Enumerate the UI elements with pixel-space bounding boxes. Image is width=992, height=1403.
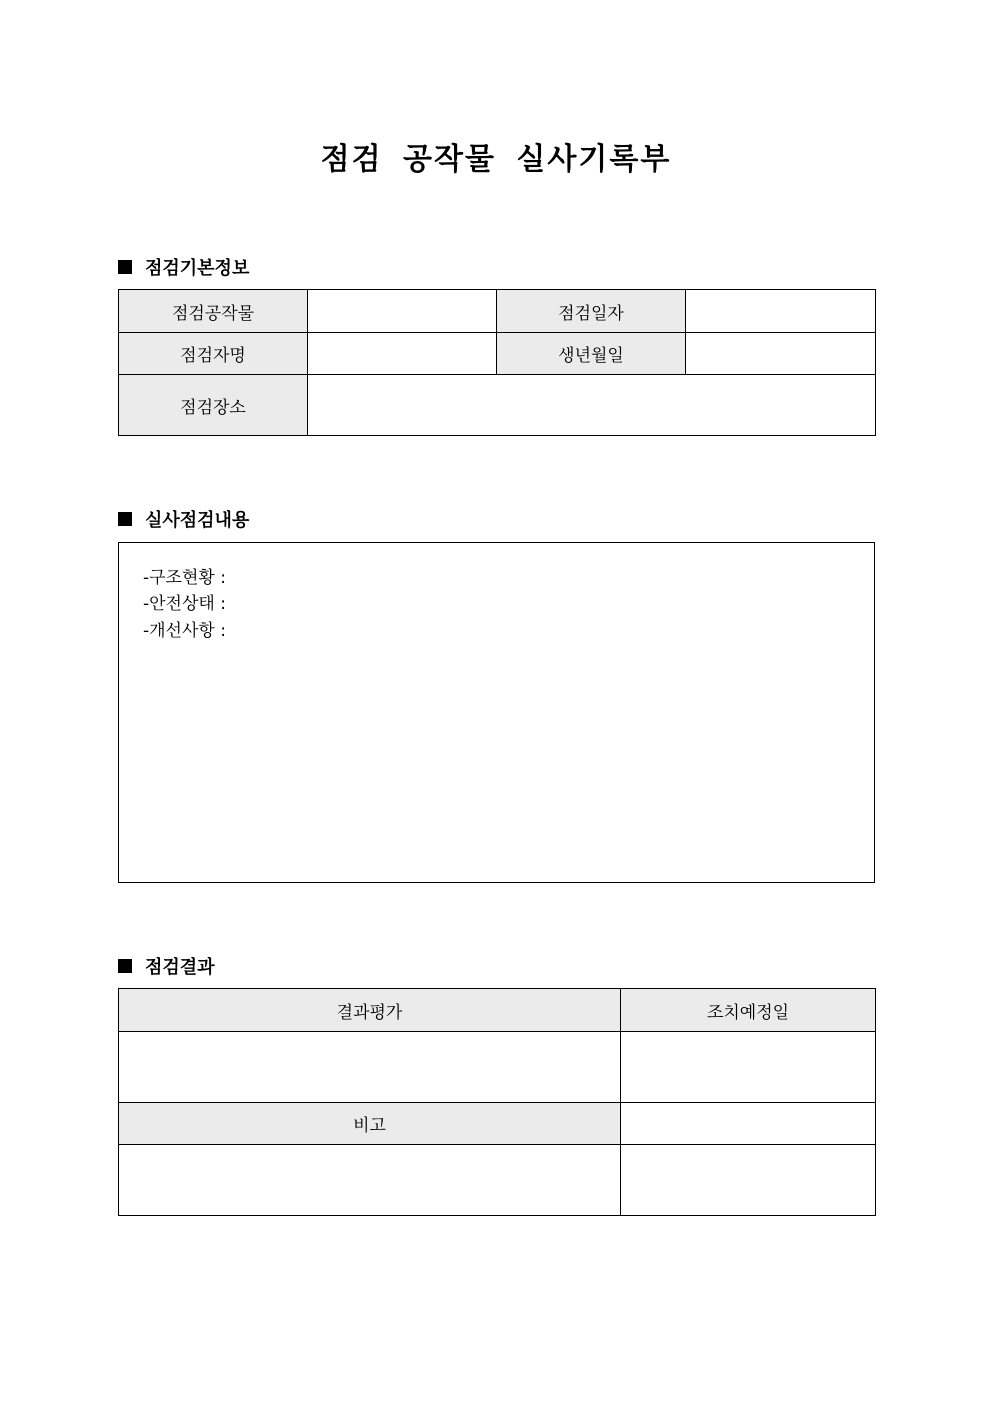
inspection-content-box[interactable]	[118, 542, 875, 883]
page-title: 점검 공작물 실사기록부	[320, 142, 672, 177]
structure-status-line: -구조현황 :	[143, 568, 226, 588]
table-row	[119, 375, 876, 436]
evaluation-label: 결과평가	[119, 989, 621, 1032]
safety-status-line: -안전상태 :	[143, 594, 226, 614]
remarks-right-field[interactable]	[621, 1145, 876, 1216]
remarks-label: 비고	[119, 1103, 621, 1145]
section-heading-results	[118, 953, 215, 979]
section-heading-label: 점검기본정보	[145, 258, 250, 279]
remarks-header-right-field[interactable]	[621, 1103, 876, 1145]
birth-date-field[interactable]	[686, 333, 876, 375]
section-heading-label: 실사점검내용	[145, 510, 250, 531]
action-date-field[interactable]	[621, 1032, 876, 1103]
table-row	[119, 989, 876, 1032]
table-row	[119, 1103, 876, 1145]
inspector-field[interactable]	[308, 333, 497, 375]
section-heading-inspection-content	[118, 506, 249, 532]
evaluation-field[interactable]	[119, 1032, 621, 1103]
table-row	[119, 1145, 876, 1216]
action-date-label: 조치예정일	[621, 989, 876, 1032]
basic-info-table	[118, 289, 876, 436]
table-row	[119, 1032, 876, 1103]
section-heading-basic-info	[118, 254, 249, 280]
structure-field[interactable]	[308, 290, 497, 333]
improvements-line: -개선사항 :	[143, 621, 226, 641]
location-field[interactable]	[308, 375, 876, 436]
table-row	[119, 333, 876, 375]
structure-label: 점검공작물	[119, 290, 308, 333]
remarks-field[interactable]	[119, 1145, 621, 1216]
inspector-label: 점검자명	[119, 333, 308, 375]
inspection-date-field[interactable]	[686, 290, 876, 333]
square-bullet-icon	[118, 959, 132, 973]
square-bullet-icon	[118, 512, 132, 526]
square-bullet-icon	[118, 260, 132, 274]
birth-date-label: 생년월일	[497, 333, 686, 375]
section-heading-label: 점검결과	[145, 957, 215, 978]
inspection-date-label: 점검일자	[497, 290, 686, 333]
table-row	[119, 290, 876, 333]
location-label: 점검장소	[119, 375, 308, 436]
results-table	[118, 988, 876, 1216]
